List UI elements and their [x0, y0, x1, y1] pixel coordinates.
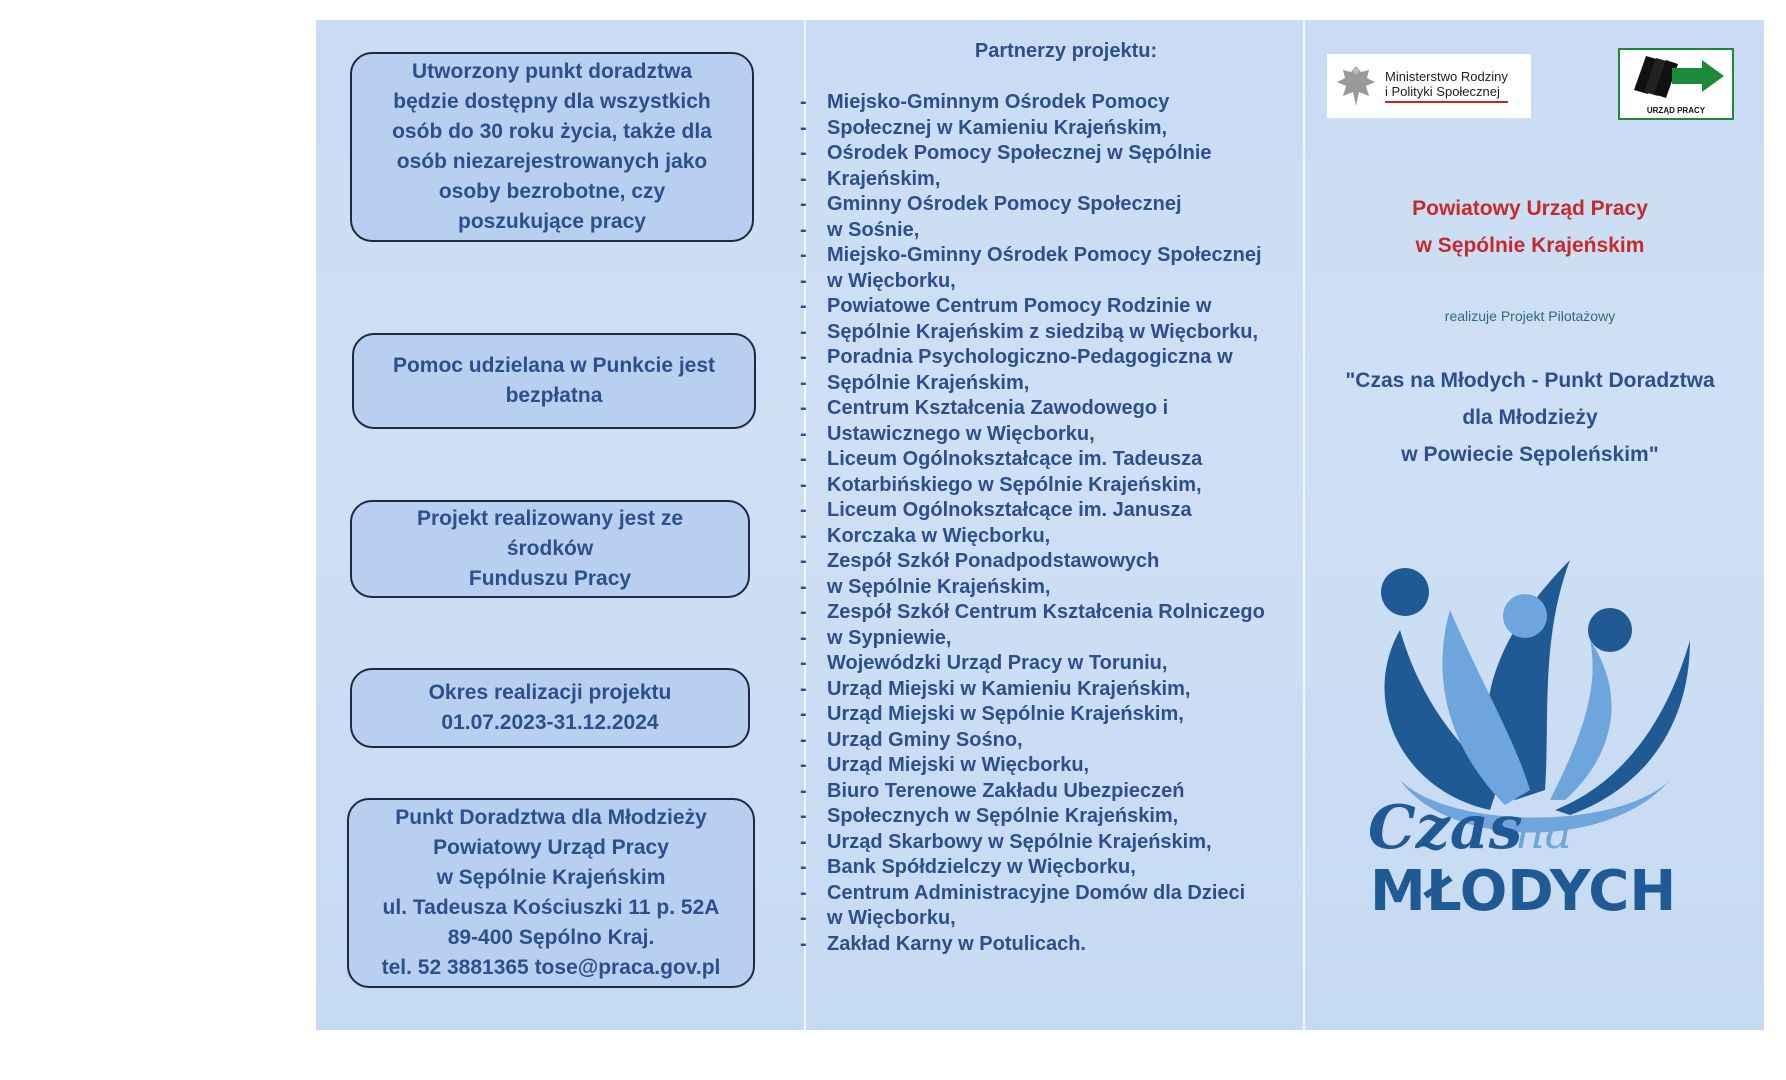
partner-list-item: - Miejsko-Gminny Ośrodek Pomocy Społecznej [800, 243, 1280, 269]
box-line: w Sępólnie Krajeńskim [436, 866, 666, 889]
partner-list-item: - w Więcborku, [800, 906, 1280, 932]
partner-list-item: - w Sośnie, [800, 218, 1280, 244]
partner-list-item: - Bank Spółdzielczy w Więcborku, [800, 855, 1280, 881]
logo-word-mlodych: MŁODYCH [1370, 859, 1677, 924]
partner-list-item: - Krajeńskim, [800, 167, 1280, 193]
box-line: Utworzony punkt doradztwa [412, 60, 692, 83]
partners-list [800, 90, 1280, 957]
partner-list-item: - Urząd Gminy Sośno, [800, 728, 1280, 754]
partner-list-item: - Ustawicznego w Więcborku, [800, 422, 1280, 448]
box-line: Funduszu Pracy [468, 567, 632, 590]
box-line: Projekt realizowany jest ze [416, 507, 684, 530]
partner-list-item: - Liceum Ogólnokształcące im. Janusza [800, 498, 1280, 524]
ministry-line: i Polityki Społecznej [1385, 84, 1500, 99]
partner-list-item: - Urząd Miejski w Więcborku, [800, 753, 1280, 779]
ministry-name [1385, 69, 1508, 103]
partners-title: Partnerzy projektu: [974, 40, 1158, 62]
logo-leaf-right-light [1550, 640, 1612, 800]
info-box-availability [350, 52, 754, 242]
box-line: Okres realizacji projektu [428, 681, 672, 704]
partner-list-item: - Społecznych w Sępólnie Krajeńskim, [800, 804, 1280, 830]
labour-office-label: URZĄD PRACY [1646, 106, 1706, 115]
logo-word-czas: Czas [1368, 793, 1523, 863]
partner-list-item: - Zespół Szkół Centrum Kształcenia Rolniczego [800, 600, 1280, 626]
box-line: 89-400 Sępólno Kraj. [447, 926, 655, 949]
project-title-line: "Czas na Młodych - Punkt Doradztwa [1345, 369, 1715, 392]
partner-list-item: - Urząd Skarbowy w Sępólnie Krajeńskim, [800, 830, 1280, 856]
partner-list-item: - Powiatowe Centrum Pomocy Rodzinie w [800, 294, 1280, 320]
box-line: Powiatowy Urząd Pracy [433, 836, 669, 859]
box-line: 01.07.2023-31.12.2024 [441, 711, 659, 734]
partner-list-item: - Centrum Administracyjne Domów dla Dzieci [800, 881, 1280, 907]
partner-list-item: - Zakład Karny w Potulicach. [800, 932, 1280, 958]
implements-caption: realizuje Projekt Pilotażowy [1444, 308, 1616, 324]
office-title [1360, 190, 1700, 264]
labour-office-logo [1618, 48, 1734, 120]
ministry-line: Ministerstwo Rodziny [1385, 69, 1508, 84]
fold-line-right [1303, 20, 1305, 1030]
eagle-emblem-icon [1335, 62, 1377, 110]
partner-list-item: - Zespół Szkół Ponadpodstawowych [800, 549, 1280, 575]
project-title [1320, 362, 1740, 473]
office-title-line: Powiatowy Urząd Pracy [1412, 197, 1648, 220]
box-line: bezpłatna [505, 384, 603, 407]
box-line: ul. Tadeusza Kościuszki 11 p. 52A [382, 896, 720, 919]
partner-list-item: - Biuro Terenowe Zakładu Ubezpieczeń [800, 779, 1280, 805]
partner-list-item: - Społecznej w Kamieniu Krajeńskim, [800, 116, 1280, 142]
logo-figure-head-center [1503, 594, 1547, 638]
partner-list-item: - Ośrodek Pomocy Społecznej w Sępólnie [800, 141, 1280, 167]
partner-list-item: - Liceum Ogólnokształcące im. Tadeusza [800, 447, 1280, 473]
info-box-contact [347, 798, 755, 988]
box-line: środków [506, 537, 594, 560]
info-box-free-help [352, 333, 756, 429]
info-box-period [350, 668, 750, 748]
partner-list-item: - w Więcborku, [800, 269, 1280, 295]
box-line: Pomoc udzielana w Punkcie jest [392, 354, 716, 377]
project-title-line: dla Młodzieży [1462, 406, 1598, 429]
logo-figure-head-left [1381, 568, 1429, 616]
partner-list-item: - Centrum Kształcenia Zawodowego i [800, 396, 1280, 422]
box-line: osób do 30 roku życia, także dla [392, 120, 712, 143]
box-line: osoby bezrobotne, czy [438, 180, 666, 203]
partner-list-item: - Korczaka w Więcborku, [800, 524, 1280, 550]
info-box-funding [350, 500, 750, 598]
partner-list-item: - Poradnia Psychologiczno-Pedagogiczna w [800, 345, 1280, 371]
box-line: tel. 52 3881365 tose@praca.gov.pl [381, 956, 721, 979]
box-line: poszukujące pracy [458, 210, 646, 233]
box-line: osób niezarejestrowanych jako [396, 150, 708, 173]
partner-list-item: - Sępólnie Krajeńskim z siedzibą w Więcborku, [800, 320, 1280, 346]
czas-na-mlodych-logo [1340, 550, 1720, 940]
partner-list-item: - Urząd Miejski w Sępólnie Krajeńskim, [800, 702, 1280, 728]
partner-list-item: - Kotarbińskiego w Sępólnie Krajeńskim, [800, 473, 1280, 499]
office-title-line: w Sępólnie Krajeńskim [1415, 234, 1645, 257]
logo-figure-head-right [1588, 608, 1632, 652]
box-line: będzie dostępny dla wszystkich [393, 90, 711, 113]
partner-list-item: - Wojewódzki Urząd Pracy w Toruniu, [800, 651, 1280, 677]
partner-list-item: - w Sępólnie Krajeńskim, [800, 575, 1280, 601]
partner-list-item: - Sępólnie Krajeńskim, [800, 371, 1280, 397]
project-title-line: w Powiecie Sępoleńskim" [1401, 443, 1659, 466]
box-line: Punkt Doradztwa dla Młodzieży [395, 806, 707, 829]
logo-word-na: na [1515, 805, 1573, 859]
labour-office-arrow-icon [1620, 50, 1732, 106]
partner-list-item: - Urząd Miejski w Kamieniu Krajeńskim, [800, 677, 1280, 703]
partner-list-item: - Gminny Ośrodek Pomocy Społecznej [800, 192, 1280, 218]
ministry-logo [1327, 54, 1531, 118]
partner-list-item: - w Sypniewie, [800, 626, 1280, 652]
partner-list-item: - Miejsko-Gminnym Ośrodek Pomocy [800, 90, 1280, 116]
